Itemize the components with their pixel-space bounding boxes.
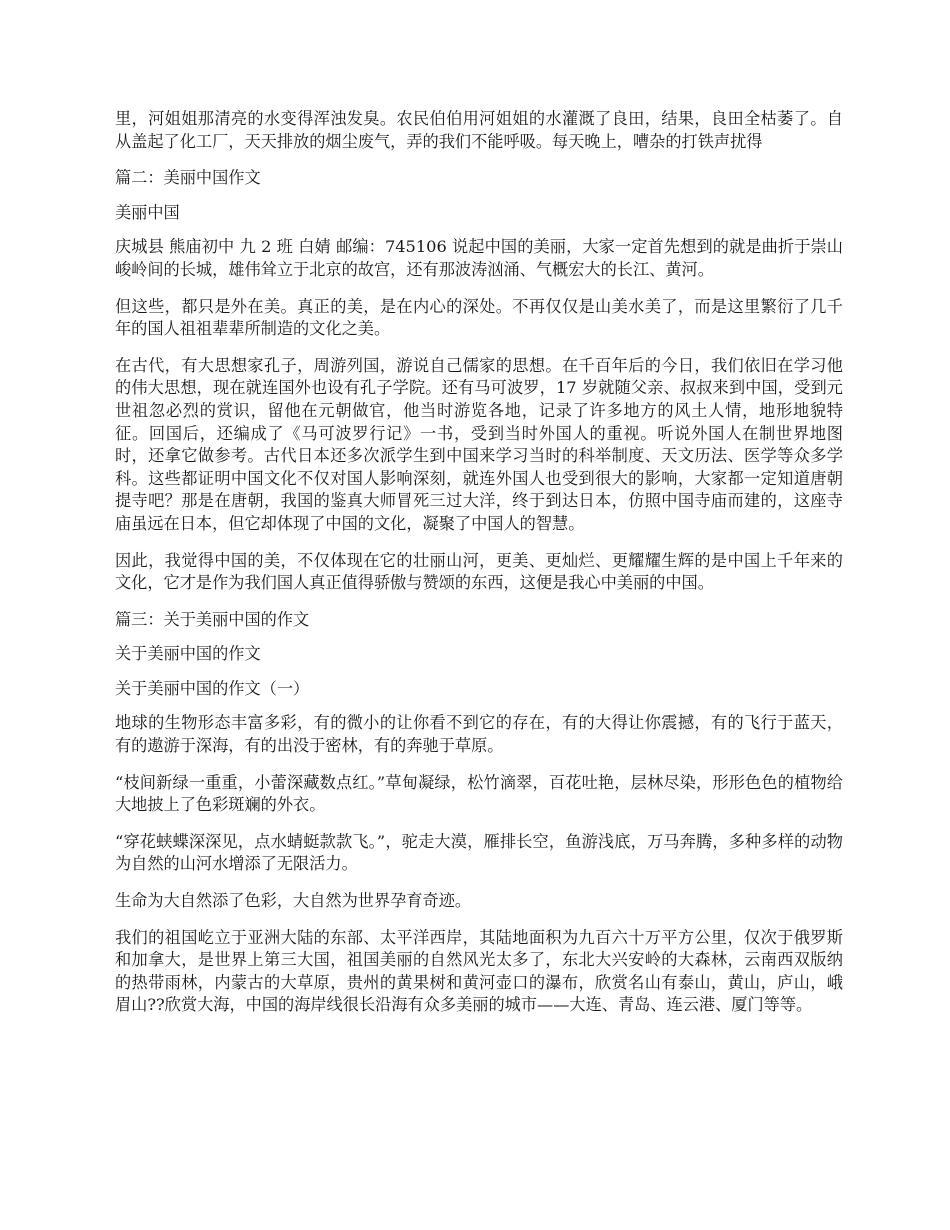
section-heading-2: 篇二：美丽中国作文 [115,168,261,188]
paragraph: “枝间新绿一重重，小蕾深藏数点红。”草甸凝绿，松竹滴翠，百花吐艳，层林尽染，形形色色的植物给大地披上了色彩斑斓的外衣。 [115,772,843,815]
document-page [115,108,843,1031]
paragraph: 但这些，都只是外在美。真正的美，是在内心的深处。不再仅仅是山美水美了，而是这里繁衍了几千年的国人祖祖辈辈所制造的文化之美。 [115,296,843,339]
paragraph: 我们的祖国屹立于亚洲大陆的东部、太平洋西岸，其陆地面积为九百六十万平方公里，仅次于俄罗斯和加拿大，是世界上第三大国，祖国美丽的自然风光太多了，东北大兴安岭的大森林，云南西双版纳的热带雨林，内蒙古的大草原，贵州的黄果树和黄河壶口的瀑布，欣赏名山有泰山，黄山，庐山，峨眉山??欣赏大海，中国的海岸线很长沿海有众多美丽的城市——大连、青岛、连云港、厦门等等。 [115,927,843,1015]
essay-title: 关于美丽中国的作文 [115,644,261,664]
essay-subtitle: 关于美丽中国的作文（一） [115,678,310,698]
paragraph: 因此，我觉得中国的美，不仅体现在它的壮丽山河，更美、更灿烂、更耀耀生辉的是中国上千年来的文化，它才是作为我们国人真正值得骄傲与赞颂的东西，这便是我心中美丽的中国。 [115,550,843,593]
paragraph: 在古代，有大思想家孔子，周游列国，游说自己儒家的思想。在千百年后的今日，我们依旧在学习他的伟大思想，现在就连国外也设有孔子学院。还有马可波罗，17 岁就随父亲、叔叔来到中国，受到元世祖忽必烈的赏识，留他在元朝做官，他当时游览各地，记录了许多地方的风土人情，地形地貌特征。回国后，还编成了《马可波罗行记》一书，受到当时外国人的重视。听说外国人在制世界地图时，还拿它做参考。古代日本还多次派学生到中国来学习当时的科举制度、天文历法、医学等众多学科。这些都证明中国文化不仅对国人影响深刻，就连外国人也受到很大的影响，大家都一定知道唐朝提寺吧？那是在唐朝，我国的鉴真大师冒死三过大洋，终于到达日本，仿照中国寺庙而建的，这座寺庙虽远在日本，但它却体现了中国的文化，凝聚了中国人的智慧。 [115,355,843,533]
paragraph: 地球的生物形态丰富多彩，有的微小的让你看不到它的存在，有的大得让你震撼，有的飞行于蓝天，有的遨游于深海，有的出没于密林，有的奔驰于草原。 [115,713,843,756]
section-heading-3: 篇三：关于美丽中国的作文 [115,609,310,629]
essay-title: 美丽中国 [115,202,180,222]
paragraph-intro: 庆城县 熊庙初中 九 2 班 白婧 邮编：745106 说起中国的美丽，大家一定首先想到的就是曲折于崇山峻岭间的长城，雄伟耸立于北京的故宫，还有那波涛汹涌、气概宏大的长江、黄河。 [115,237,843,279]
paragraph-continuation: 里，河姐姐那清亮的水变得浑浊发臭。农民伯伯用河姐姐的水灌溉了良田，结果，良田全枯萎了。自从盖起了化工厂，天天排放的烟尘废气，弄的我们不能呼吸。每天晚上，嘈杂的打铁声扰得 [115,109,843,151]
paragraph: 生命为大自然添了色彩，大自然为世界孕育奇迹。 [115,891,472,911]
paragraph: “穿花蛱蝶深深见，点水蜻蜓款款飞。”，驼走大漠，雁排长空，鱼游浅底，万马奔腾，多种多样的动物为自然的山河水增添了无限活力。 [115,831,843,874]
